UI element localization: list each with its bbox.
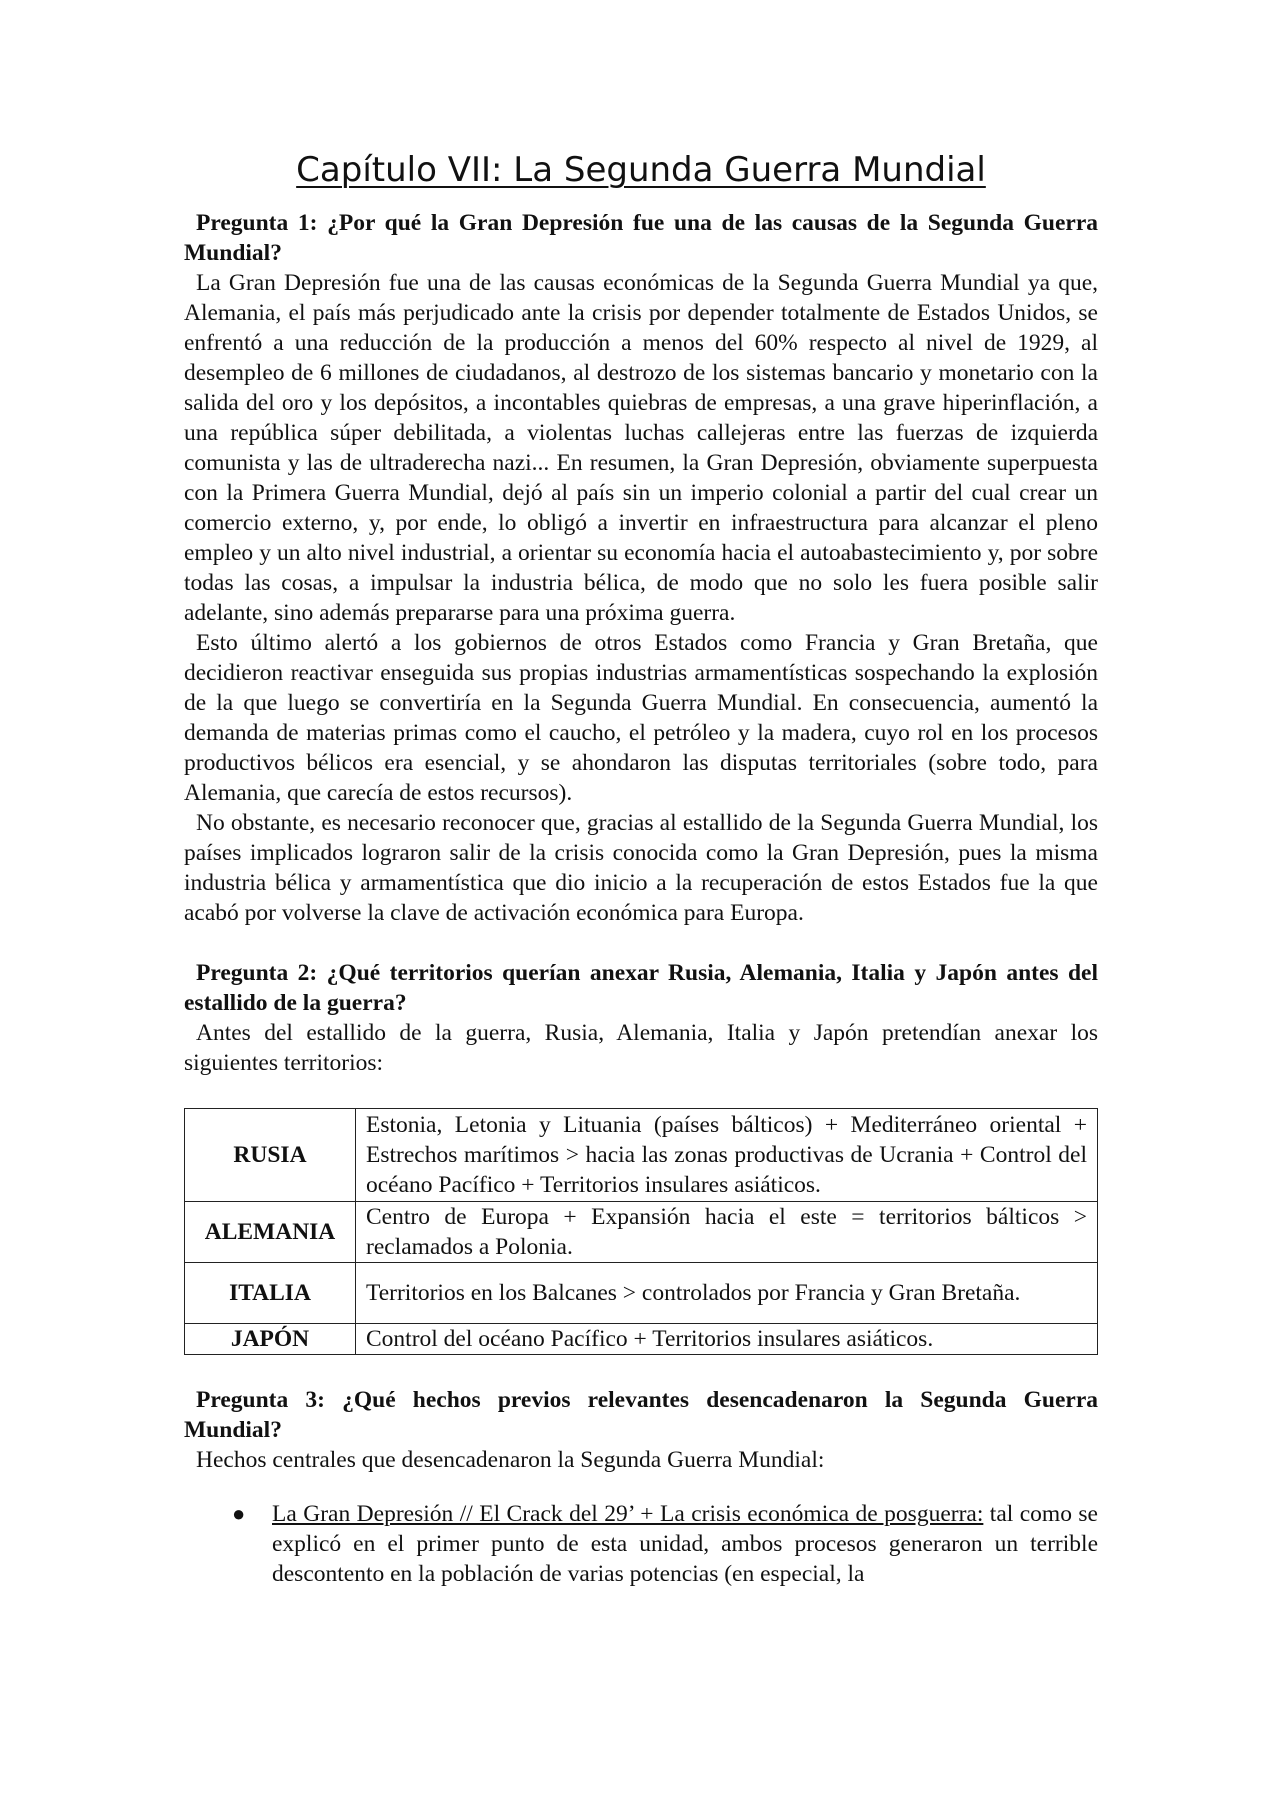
table-row — [185, 1324, 1098, 1355]
question-1-heading: Pregunta 1: ¿Por qué la Gran Depresión fue una de las causas de la Segunda Guerra Mundial? — [184, 210, 1098, 266]
territories-table — [184, 1108, 1098, 1355]
table-row — [185, 1202, 1098, 1263]
question-3-heading: Pregunta 3: ¿Qué hechos previos relevantes desencadenaron la Segunda Guerra Mundial? — [184, 1387, 1098, 1443]
table-row — [185, 1109, 1098, 1202]
list-item-heading: La Gran Depresión // El Crack del 29’ + La crisis económica de posguerra: — [272, 1501, 984, 1527]
country-cell: JAPÓN — [185, 1324, 356, 1355]
question-1-paragraph-1: La Gran Depresión fue una de las causas económicas de la Segunda Guerra Mundial ya que, Alemania, el país más perjudicado ante la crisis por depender totalmente de Estados Unidos, se enfrentó a una reducción de la producción a menos del 60% respecto al nivel de 1929, al desempleo de 6 millones de ciudadanos, al destrozo de los sistemas bancario y monetario con la salida del oro y los depósitos, a incontables quiebras de empresas, a una grave hiperinflación, a una república súper debilitada, a violentas luchas callejeras entre las fuerzas de izquierda comunista y las de ultraderecha nazi... En resumen, la Gran Depresión, obviamente superpuesta con la Primera Guerra Mundial, dejó al país sin un imperio colonial a partir del cual crear un comercio externo, y, por ende, lo obligó a invertir en infraestructura para alcanzar el pleno empleo y un alto nivel industrial, a orientar su economía hacia el autoabastecimiento y, por sobre todas las cosas, a impulsar la industria bélica, de modo que no solo les fuera posible salir adelante, sino además prepararse para una próxima guerra. — [184, 270, 1098, 626]
list-item-text: tal como se explicó en el primer punto de esta unidad, ambos procesos generaron un terrible descontento en la población de varias potencias (en especial, la — [272, 1501, 1098, 1587]
question-1-paragraph-3: No obstante, es necesario reconocer que, gracias al estallido de la Segunda Guerra Mundial, los países implicados lograron salir de la crisis conocida como la Gran Depresión, pues la misma industria bélica y armamentística que dio inicio a la recuperación de estos Estados fue la que acabó por volverse la clave de activación económica para Europa. — [184, 810, 1098, 926]
question-2-intro: Antes del estallido de la guerra, Rusia, Alemania, Italia y Japón pretendían anexar los siguientes territorios: — [184, 1020, 1098, 1076]
territories-cell: Control del océano Pacífico + Territorios insulares asiáticos. — [356, 1324, 1098, 1355]
country-cell: RUSIA — [185, 1109, 356, 1202]
events-list — [184, 1499, 1098, 1589]
table-row — [185, 1263, 1098, 1324]
territories-cell: Centro de Europa + Expansión hacia el este = territorios bálticos > reclamados a Polonia. — [356, 1202, 1098, 1263]
country-cell: ALEMANIA — [185, 1202, 356, 1263]
document-page — [184, 148, 1098, 1589]
question-1-paragraph-2: Esto último alertó a los gobiernos de otros Estados como Francia y Gran Bretaña, que decidieron reactivar enseguida sus propias industrias armamentísticas sospechando la explosión de la que luego se convertiría en la Segunda Guerra Mundial. En consecuencia, aumentó la demanda de materias primas como el caucho, el petróleo y la madera, cuyo rol en los procesos productivos bélicos era esencial, y se ahondaron las disputas territoriales (sobre todo, para Alemania, que carecía de estos recursos). — [184, 630, 1098, 806]
question-2-heading: Pregunta 2: ¿Qué territorios querían anexar Rusia, Alemania, Italia y Japón antes del estallido de la guerra? — [184, 960, 1098, 1016]
section-spacer — [184, 1355, 1098, 1385]
list-item — [184, 1499, 1098, 1589]
bullet-icon: ● — [232, 1501, 246, 1526]
section-spacer — [184, 928, 1098, 958]
chapter-title: Capítulo VII: La Segunda Guerra Mundial — [296, 150, 986, 190]
territories-cell: Estonia, Letonia y Lituania (países bálticos) + Mediterráneo oriental + Estrechos marítimos > hacia las zonas productivas de Ucrania + Control del océano Pacífico + Territorios insulares asiáticos. — [356, 1109, 1098, 1202]
territories-cell: Territorios en los Balcanes > controlados por Francia y Gran Bretaña. — [356, 1263, 1098, 1324]
question-3-intro: Hechos centrales que desencadenaron la Segunda Guerra Mundial: — [196, 1447, 825, 1473]
country-cell: ITALIA — [185, 1263, 356, 1324]
